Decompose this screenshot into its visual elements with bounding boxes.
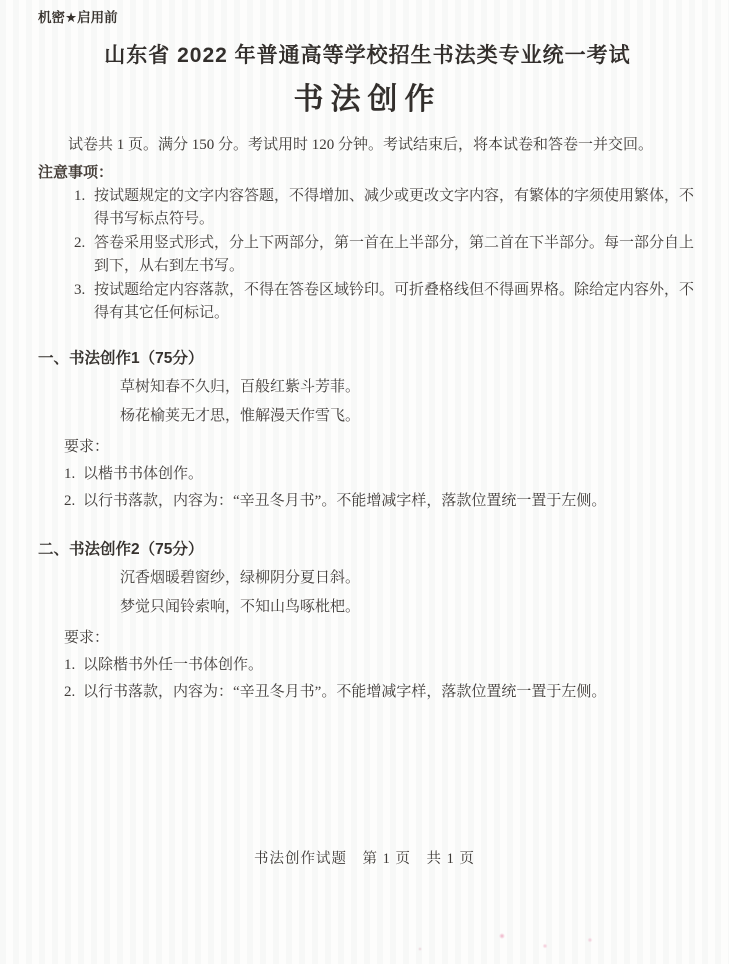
section1-poem-line-1: 草树知春不久归，百般红紫斗芳菲。 <box>120 379 361 395</box>
requirement-number: 2. <box>64 493 76 509</box>
requirement-number: 1. <box>64 466 76 482</box>
requirement-number: 2. <box>64 684 76 700</box>
section1-poem-line-2: 杨花榆荚无才思，惟解漫天作雪飞。 <box>120 408 361 424</box>
section1-requirements-heading: 要求： <box>64 439 110 455</box>
note-item-1 <box>38 185 697 231</box>
note-number: 3. <box>74 282 86 298</box>
note-text: 答卷采用竖式形式，分上下两部分，第一首在上半部分，第二首在下半部分。每一部分自上到下，从右到左书写。 <box>94 235 695 274</box>
exam-title: 山东省 2022 年普通高等学校招生书法类专业统一考试 <box>104 44 631 67</box>
intro-paragraph: 试卷共 1 页。满分 150 分。考试用时 120 分钟。考试结束后，将本试卷和答卷一并交回。 <box>68 137 654 153</box>
section1-requirement-1 <box>38 463 697 485</box>
confidential-label: 机密★启用前 <box>38 10 118 25</box>
requirement-text: 以行书落款，内容为：“辛丑冬月书”。不能增减字样，落款位置统一置于左侧。 <box>83 684 607 700</box>
section2-requirement-1 <box>38 654 697 676</box>
note-item-2 <box>38 232 697 278</box>
section2-heading: 二、书法创作2（75分） <box>38 541 204 558</box>
note-item-3 <box>38 279 697 325</box>
requirement-number: 1. <box>64 657 76 673</box>
section1-heading: 一、书法创作1（75分） <box>38 350 204 367</box>
section2-requirement-2 <box>38 681 697 703</box>
section1-requirement-2 <box>38 490 697 512</box>
page-footer: 书法创作试题 第 1 页 共 1 页 <box>254 851 475 867</box>
exam-subtitle: 书法创作 <box>293 83 442 116</box>
requirement-text: 以楷书书体创作。 <box>83 466 204 482</box>
section2-requirements-heading: 要求： <box>64 630 110 646</box>
note-text: 按试题规定的文字内容答题，不得增加、减少或更改文字内容，有繁体的字须使用繁体，不得书写标点符号。 <box>94 188 695 227</box>
note-text: 按试题给定内容落款，不得在答卷区域钤印。可折叠格线但不得画界格。除给定内容外，不得有其它任何标记。 <box>94 282 695 321</box>
section2-poem-line-2: 梦觉只闻铃索响，不知山鸟啄枇杷。 <box>120 599 361 615</box>
requirement-text: 以行书落款，内容为：“辛丑冬月书”。不能增减字样，落款位置统一置于左侧。 <box>83 493 607 509</box>
requirement-text: 以除楷书外任一书体创作。 <box>83 657 264 673</box>
note-number: 2. <box>74 235 86 251</box>
section2-poem-line-1: 沉香烟暖碧窗纱，绿柳阴分夏日斜。 <box>120 570 361 586</box>
note-number: 1. <box>74 188 86 204</box>
scan-noise-artifact <box>0 924 729 964</box>
notes-heading: 注意事项： <box>38 164 114 181</box>
